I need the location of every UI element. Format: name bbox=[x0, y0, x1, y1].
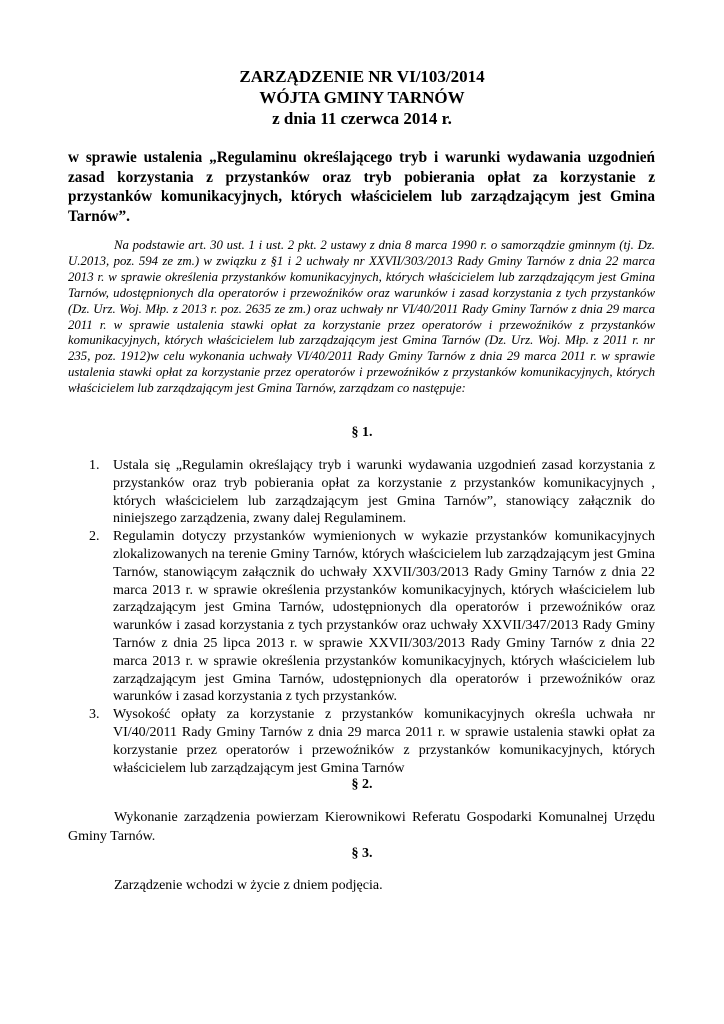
list-item bbox=[68, 528, 655, 706]
section-3-heading: § 3. bbox=[351, 846, 373, 861]
ordinance-subject: w sprawie ustalenia „Regulaminu określającego tryb i warunki wydawania uzgodnień zasad korzystania z przystanków oraz tryb pobierania opłat za korzystanie z przystanków komunikacyjnych, których właścicielem lub zarządzającym jest Gmina Tarnów”. bbox=[68, 149, 655, 225]
issuer: WÓJTA GMINY TARNÓW bbox=[259, 88, 465, 107]
list-item-text: Regulamin dotyczy przystanków wymienionych w wykazie przystanków komunikacyjnych zlokalizowanych na terenie Gminy Tarnów, których właścicielem lub zarządzającym jest Gmina Tarnów, stanowiącym załącznik do uchwały XXVII/303/2013 Rady Gminy Tarnów z dnia 22 marca 2013 r. w sprawie określenia przystanków komunikacyjnych, których właścicielem lub zarządzającym jest Gmina Tarnów, udostępnionych dla operatorów i przewoźników oraz warunków i zasad korzystania z tych przystanków oraz uchwały XXVII/347/2013 Rady Gminy Tarnów z dnia 25 lipca 2013 r. w sprawie XXVII/303/2013 Rady Gminy Tarnów z dnia 22 marca 2013 r. w sprawie określenia przystanków komunikacyjnych, których właścicielem lub zarządzającym jest Gmina Tarnów, udostępnionych dla operatorów i przewoźników oraz warunków i zasad korzystania z tych przystanków. bbox=[113, 529, 655, 705]
section-1-heading: § 1. bbox=[351, 425, 373, 440]
ordinance-date: z dnia 11 czerwca 2014 r. bbox=[272, 109, 452, 128]
list-item-number: 2. bbox=[89, 529, 100, 545]
list-item-number: 1. bbox=[89, 458, 100, 473]
list-item-text: Ustala się „Regulamin określający tryb i warunki wydawania uzgodnień zasad korzystania z przystanków oraz tryb pobierania opłat za korzystanie z przystanków komunikacyjnych , których właścicielem lub zarządzającym jest Gmina Tarnów”, stanowiący załącznik do niniejszego zarządzenia, zwany dalej Regulaminem. bbox=[113, 458, 655, 527]
document-header bbox=[0, 66, 724, 129]
list-item bbox=[68, 706, 655, 777]
section-2-text: Wykonanie zarządzenia powierzam Kierownikowi Referatu Gospodarki Komunalnej Urzędu Gminy Tarnów. bbox=[68, 810, 655, 844]
section-3-text: Zarządzenie wchodzi w życie z dniem podjęcia. bbox=[114, 878, 383, 893]
legal-basis: Na podstawie art. 30 ust. 1 i ust. 2 pkt. 2 ustawy z dnia 8 marca 1990 r. o samorządzie gminnym (tj. Dz. U.2013, poz. 594 ze zm.) w związku z §1 i 2 uchwały nr XXVII/303/2013 Rady Gminy Tarnów z dnia 22 marca 2013 r. w sprawie określenia przystanków komunikacyjnych, których właścicielem lub zarządzającym jest Gmina Tarnów, udostępnionych dla operatorów i przewoźników oraz warunków i zasad korzystania z tych przystanków (Dz. Urz. Woj. Młp. z 2013 r. poz. 2635 ze zm.) oraz uchwały nr VI/40/2011 Rady Gminy Tarnów z dnia 29 marca 2011 r. w sprawie ustalenia stawki opłat za korzystanie przez operatorów i przewoźników z przystanków komunikacyjnych, których właścicielem lub zarządzającym jest Gmina Tarnów (Dz. Urz. Woj. Młp. z 2011 r. nr 235, poz. 1912)w celu wykonania uchwały VI/40/2011 Rady Gminy Tarnów z dnia 29 marca 2011 r. w sprawie ustalenia stawki opłat za korzystanie przez operatorów i przewoźników z przystanków komunikacyjnych, których właścicielem lub zarządzającym jest Gmina Tarnów, zarządzam co następuje: bbox=[68, 238, 655, 396]
section-2-heading: § 2. bbox=[351, 777, 373, 792]
section-1-list bbox=[68, 457, 655, 777]
list-item-text: Wysokość opłaty za korzystanie z przystanków komunikacyjnych określa uchwała nr VI/40/2011 Rady Gminy Tarnów z dnia 29 marca 2011 r. w sprawie ustalenia stawki opłat za korzystanie przez operatorów i przewoźników z przystanków komunikacyjnych, których właścicielem lub zarządzającym jest Gmina Tarnów bbox=[113, 707, 655, 776]
ordinance-number: ZARZĄDZENIE NR VI/103/2014 bbox=[239, 67, 485, 86]
list-item bbox=[68, 457, 655, 528]
list-item-number: 3. bbox=[89, 707, 100, 723]
